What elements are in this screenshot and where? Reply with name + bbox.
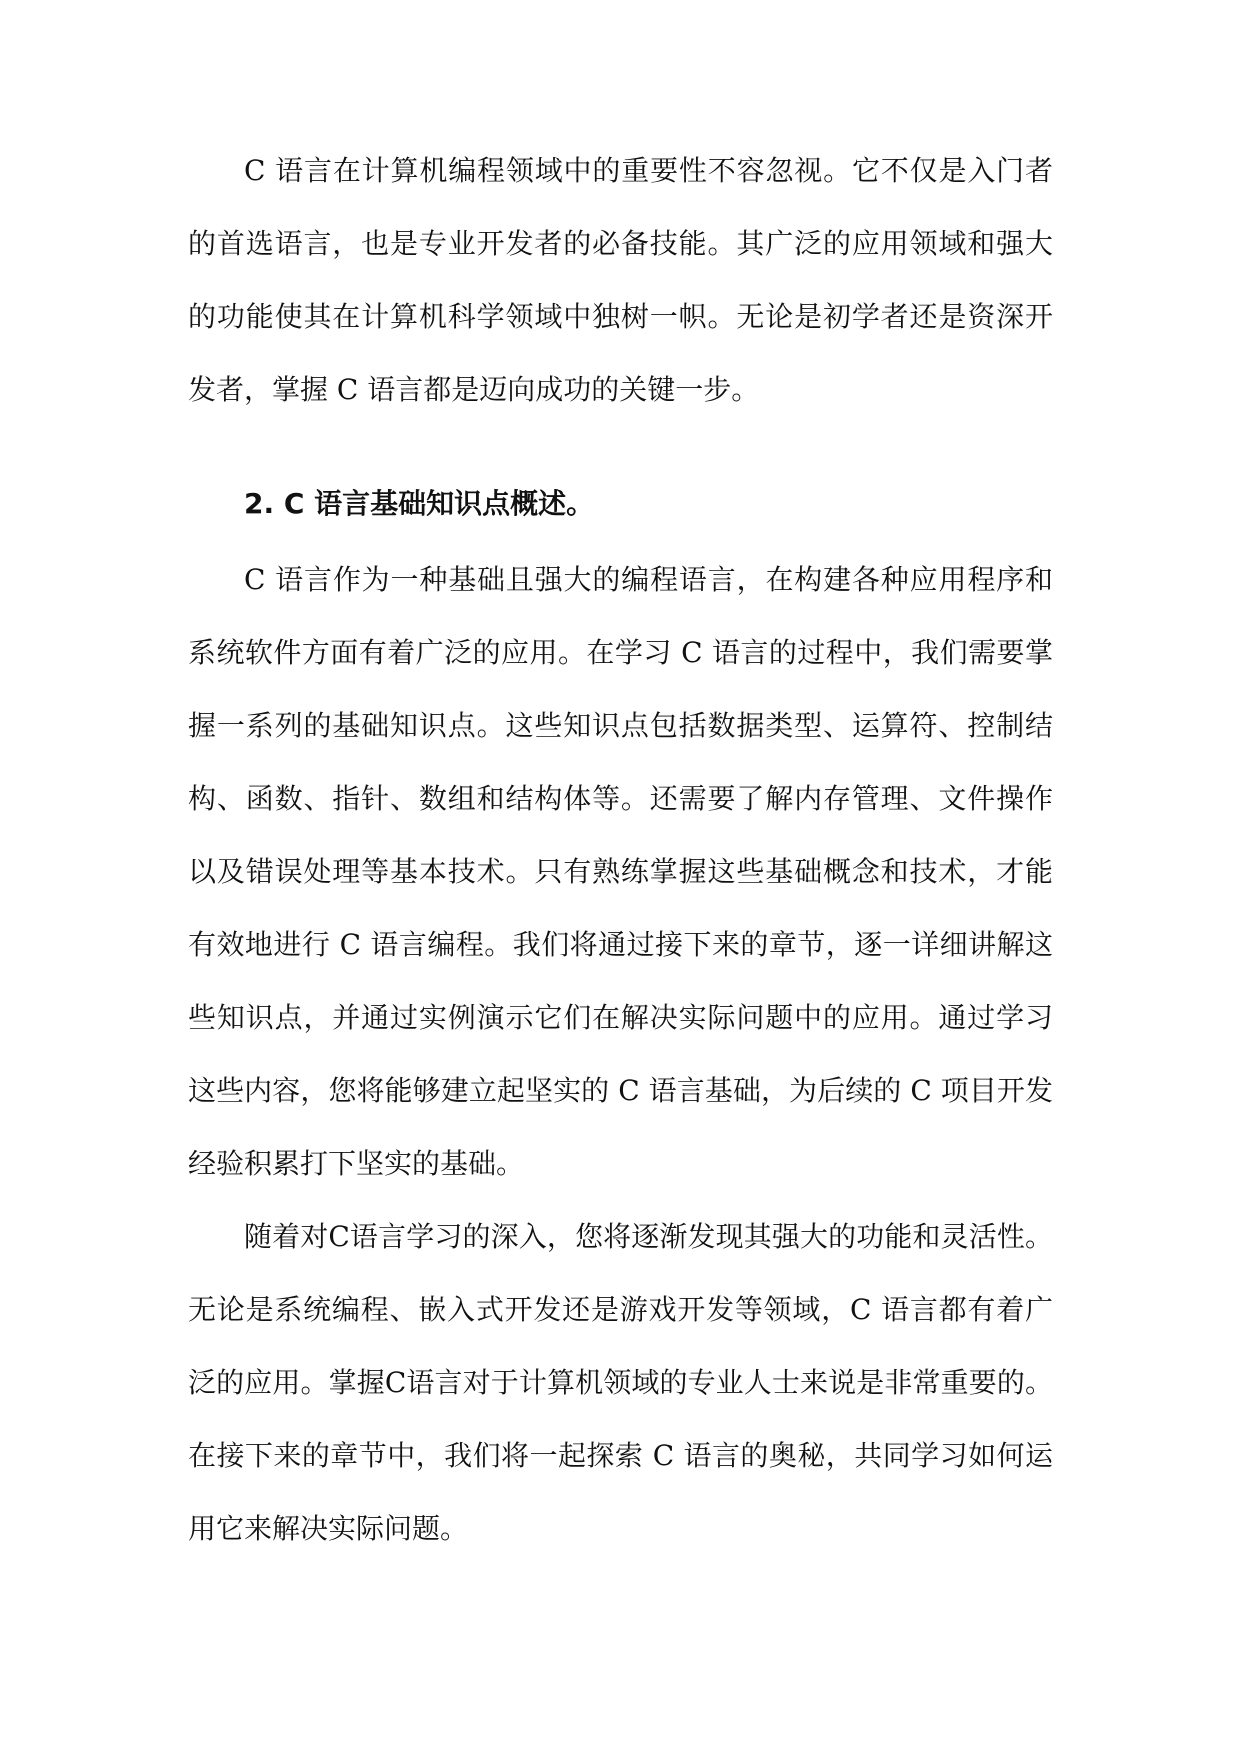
paragraph-line: 的首选语言，也是专业开发者的必备技能。其广泛的应用领域和强大 xyxy=(188,227,1053,260)
paragraph-line: 些知识点，并通过实例演示它们在解决实际问题中的应用。通过学习 xyxy=(188,1001,1053,1034)
paragraph-line: 握一系列的基础知识点。这些知识点包括数据类型、运算符、控制结 xyxy=(188,709,1053,742)
paragraph-line: C 语言作为一种基础且强大的编程语言，在构建各种应用程序和 xyxy=(244,563,1053,596)
paragraph-line: 经验积累打下坚实的基础。 xyxy=(188,1147,525,1180)
paragraph-line: 在接下来的章节中，我们将一起探索 C 语言的奥秘，共同学习如何运 xyxy=(188,1439,1053,1472)
paragraph-line: 以及错误处理等基本技术。只有熟练掌握这些基础概念和技术，才能 xyxy=(188,855,1053,888)
paragraph-line: 无论是系统编程、嵌入式开发还是游戏开发等领域，C 语言都有着广 xyxy=(188,1293,1053,1326)
paragraph-line: 系统软件方面有着广泛的应用。在学习 C 语言的过程中，我们需要掌 xyxy=(188,636,1053,669)
paragraph-line: 构、函数、指针、数组和结构体等。还需要了解内存管理、文件操作 xyxy=(188,782,1053,815)
section-heading: 2. C 语言基础知识点概述。 xyxy=(244,487,595,520)
paragraph-line: 发者，掌握 C 语言都是迈向成功的关键一步。 xyxy=(188,373,760,406)
paragraph-line: 这些内容，您将能够建立起坚实的 C 语言基础，为后续的 C 项目开发 xyxy=(188,1074,1053,1107)
paragraph-line: 随着对C语言学习的深入，您将逐渐发现其强大的功能和灵活性。 xyxy=(244,1220,1053,1253)
paragraph-line: C 语言在计算机编程领域中的重要性不容忽视。它不仅是入门者 xyxy=(244,154,1053,187)
paragraph-line: 用它来解决实际问题。 xyxy=(188,1512,469,1545)
paragraph-line: 有效地进行 C 语言编程。我们将通过接下来的章节，逐一详细讲解这 xyxy=(188,928,1053,961)
paragraph-line: 泛的应用。掌握C语言对于计算机领域的专业人士来说是非常重要的。 xyxy=(188,1366,1053,1399)
paragraph-line: 的功能使其在计算机科学领域中独树一帜。无论是初学者还是资深开 xyxy=(188,300,1053,333)
